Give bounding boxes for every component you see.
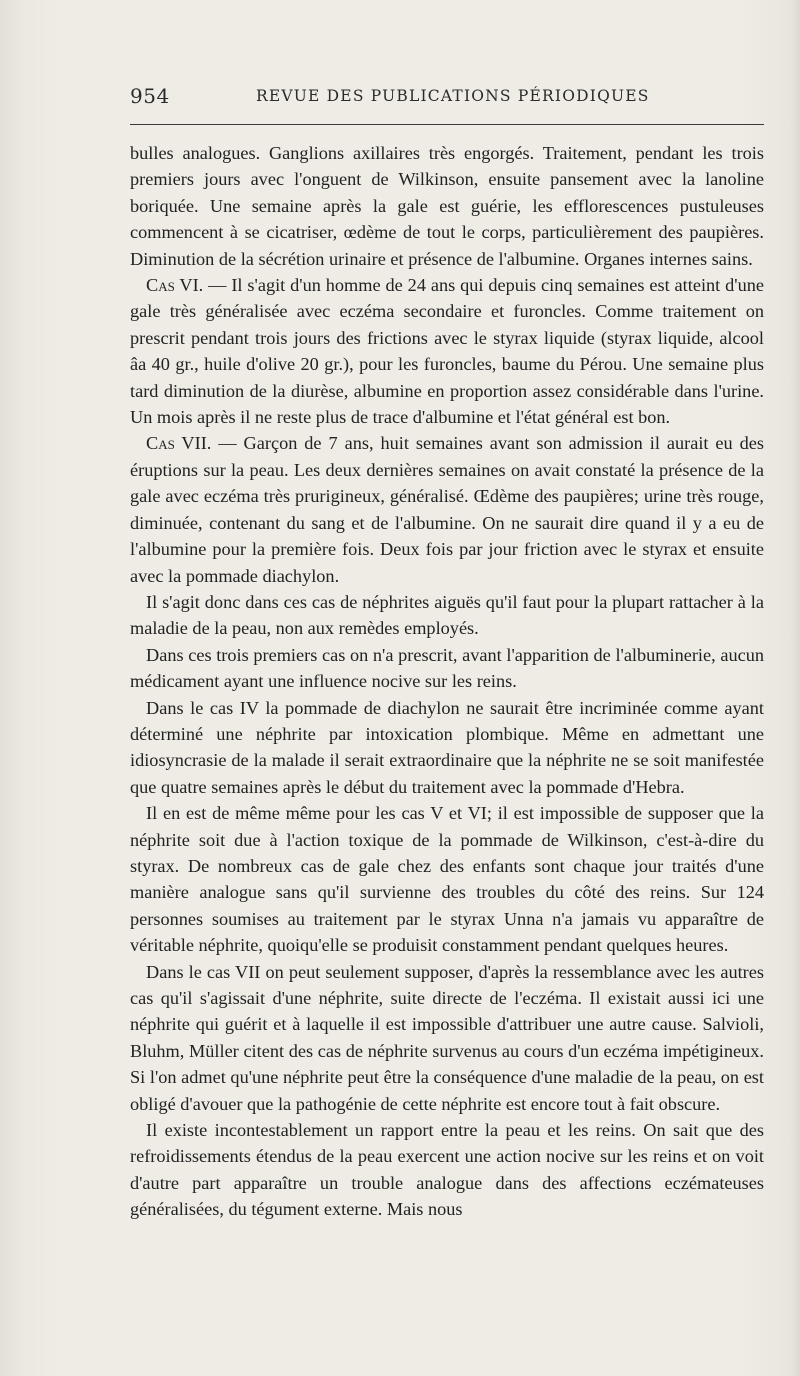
paragraph <box>130 1117 764 1223</box>
paragraph-text: Il en est de même même pour les cas V et VI; il est impossible de supposer que la néphrite soit due à l'action toxique de la pommade de Wilkinson, c'est-à-dire du styrax. De nombreux cas de gale chez des enfants sont chaque jour traités d'une manière analogue sans qu'il survienne des troubles du côté des reins. Sur 124 personnes soumises au traitement par le styrax Unna n'a jamais vu apparaître de véritable néphrite, quoiqu'elle se produisit constamment pendant quelques heures. <box>130 803 764 956</box>
paragraph <box>130 695 764 801</box>
page-number: 954 <box>130 84 170 108</box>
paragraph <box>130 140 764 272</box>
paragraph <box>130 800 764 958</box>
paragraph-text: — Il s'agit d'un homme de 24 ans qui depuis cinq semaines est atteint d'une gale très généralisée avec eczéma secondaire et furoncles. Comme traitement on prescrit pendant trois jours des frictions avec le styrax liquide (styrax liquide, alcool âa 40 gr., huile d'olive 20 gr.), pour les furoncles, baume du Pérou. Une semaine plus tard diminution de la diurèse, albumine en proportion assez considérable dans l'urine. Un mois après il ne reste plus de trace d'albumine et l'état général est bon. <box>130 275 764 428</box>
paragraph-text: bulles analogues. Ganglions axillaires très engorgés. Traitement, pendant les trois premiers jours avec l'onguent de Wilkinson, ensuite pansement avec la lanoline boriquée. Une semaine après la gale est guérie, les efflorescences pustuleuses commencent à se cicatriser, œdème de tout le corps, particulièrement des paupières. Diminution de la sécrétion urinaire et présence de l'albumine. Organes internes sains. <box>130 143 764 269</box>
paragraph <box>130 642 764 695</box>
paragraph-text: — Garçon de 7 ans, huit semaines avant son admission il aurait eu des éruptions sur la peau. Les deux dernières semaines on avait constaté la présence de la gale avec eczéma très prurigineux, généralisé. Œdème des paupières; urine très rouge, diminuée, contenant du sang et de l'albumine. On ne saurait dire quand il y a eu de l'albumine pour la première fois. Deux fois par jour friction avec le styrax et ensuite avec la pommade diachylon. <box>130 433 764 586</box>
article-body <box>130 140 764 1223</box>
paragraph-text: Il existe incontestablement un rapport entre la peau et les reins. On sait que des refroidissements étendus de la peau exercent une action nocive sur les reins et on voit d'autre part apparaître un trouble analogue dans des affections eczémateuses généralisées, du tégument externe. Mais nous <box>130 1120 764 1220</box>
header-rule <box>130 124 764 125</box>
paragraph-text: Dans le cas IV la pommade de diachylon ne saurait être incriminée comme ayant déterminé une néphrite par intoxication plombique. Même en admettant une idiosyncrasie de la malade il serait extraordinaire que la néphrite ne se soit manifestée que quatre semaines après le début du traitement avec la pommade d'Hebra. <box>130 697 764 797</box>
paragraph-text: Dans le cas VII on peut seulement supposer, d'après la ressemblance avec les autres cas qu'il s'agissait d'une néphrite, suite directe de l'eczéma. Il existait aussi ici une néphrite qui guérit et à laquelle il est impossible d'attribuer une autre cause. Salvioli, Bluhm, Müller citent des cas de néphrite survenus au cours d'un eczéma impétigineux. Si l'on admet qu'une néphrite peut être la conséquence d'une maladie de la peau, on est obligé d'avouer que la pathogénie de cette néphrite est encore tout à fait obscure. <box>130 961 764 1114</box>
page-header <box>130 84 764 112</box>
paragraph <box>130 430 764 588</box>
paragraph <box>130 589 764 642</box>
paragraph-text: Il s'agit donc dans ces cas de néphrites aiguës qu'il faut pour la plupart rattacher à la maladie de la peau, non aux remèdes employés. <box>130 591 764 639</box>
running-title: REVUE DES PUBLICATIONS PÉRIODIQUES <box>256 87 650 105</box>
paragraph-text: Dans ces trois premiers cas on n'a prescrit, avant l'apparition de l'albuminerie, aucun médicament ayant une influence nocive sur les reins. <box>130 644 764 692</box>
paragraph <box>130 272 764 430</box>
case-label: Cas VII. <box>146 433 212 454</box>
paragraph <box>130 959 764 1117</box>
case-label: Cas VI. <box>146 275 204 296</box>
